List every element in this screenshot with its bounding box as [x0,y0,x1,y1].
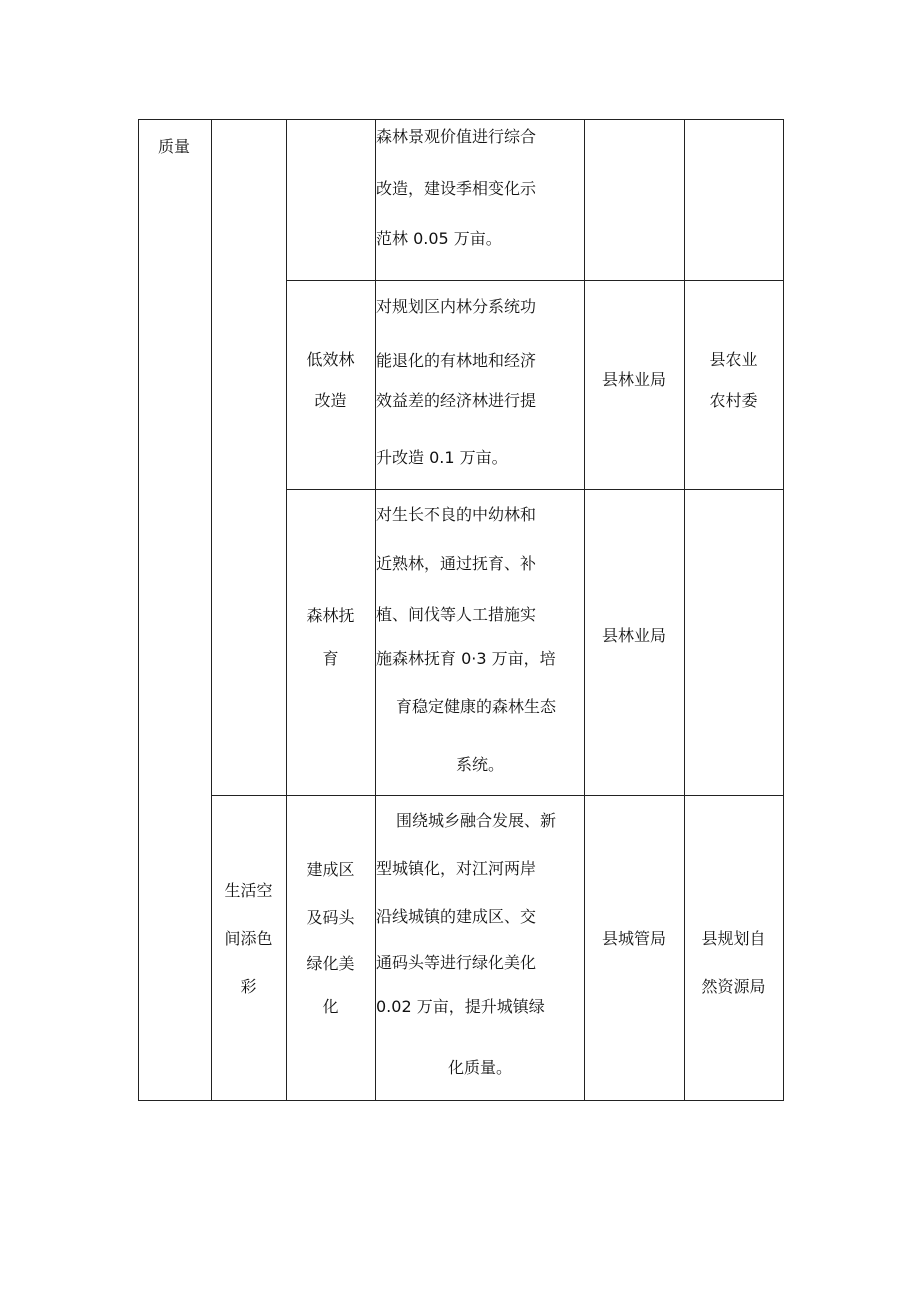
project-name-line: 化 [322,997,339,1016]
lead-department: 县城管局 [601,929,666,948]
content-line: 对生长不良的中幼林和 [376,505,537,524]
col-divider-5 [684,120,685,1100]
content-line: 沿线城镇的建成区、交 [376,907,537,926]
content-line: 围绕城乡融合发展、新 [396,811,557,830]
content-line: 效益差的经济林进行提 [376,391,537,410]
project-name-line: 改造 [314,391,347,410]
lead-department: 县林业局 [601,626,666,645]
content-line: 对规划区内林分系统功 [376,297,537,316]
content-line: 化质量。 [447,1058,512,1077]
project-name-line: 低效林 [306,350,355,369]
content-line: 能退化的有林地和经济 [376,351,537,370]
content-line: 型城镇化，对江河两岸 [376,859,537,878]
category-line: 彩 [240,977,257,996]
content-line: 通码头等进行绿化美化 [376,953,537,972]
content-line: 范林 0.05 万亩。 [376,229,502,248]
coop-department-line: 县规划自 [701,929,766,948]
project-name-line: 建成区 [306,860,355,879]
planning-table [138,119,784,1101]
coop-department-line: 然资源局 [701,977,766,996]
content-line: 森林景观价值进行综合 [376,127,537,146]
content-line: 植、间伐等人工措施实 [376,605,537,624]
project-name-line: 育 [322,649,339,668]
coop-department-line: 县农业 [709,350,758,369]
category-line: 生活空 [224,881,273,900]
category-line: 间添色 [224,929,273,948]
coop-department-line: 农村委 [709,391,758,410]
content-line: 系统。 [455,755,504,774]
content-line: 改造，建设季相变化示 [376,179,537,198]
content-line: 施森林抚育 0·3 万亩，培 [376,649,556,668]
project-name-line: 及码头 [306,908,355,927]
row-divider-3 [211,795,783,796]
content-line: 0.02 万亩，提升城镇绿 [376,997,545,1016]
category-label-quality: 质量 [158,137,191,156]
project-name-line: 森林抚 [306,606,355,625]
row-divider-2 [286,489,783,490]
project-name-line: 绿化美 [306,954,355,973]
row-divider-1 [286,280,783,281]
col-divider-4 [584,120,585,1100]
lead-department: 县林业局 [601,370,666,389]
content-line: 近熟林，通过抚育、补 [376,554,537,573]
col-divider-1 [211,120,212,1100]
content-line: 升改造 0.1 万亩。 [376,448,508,467]
content-line: 育稳定健康的森林生态 [396,697,557,716]
